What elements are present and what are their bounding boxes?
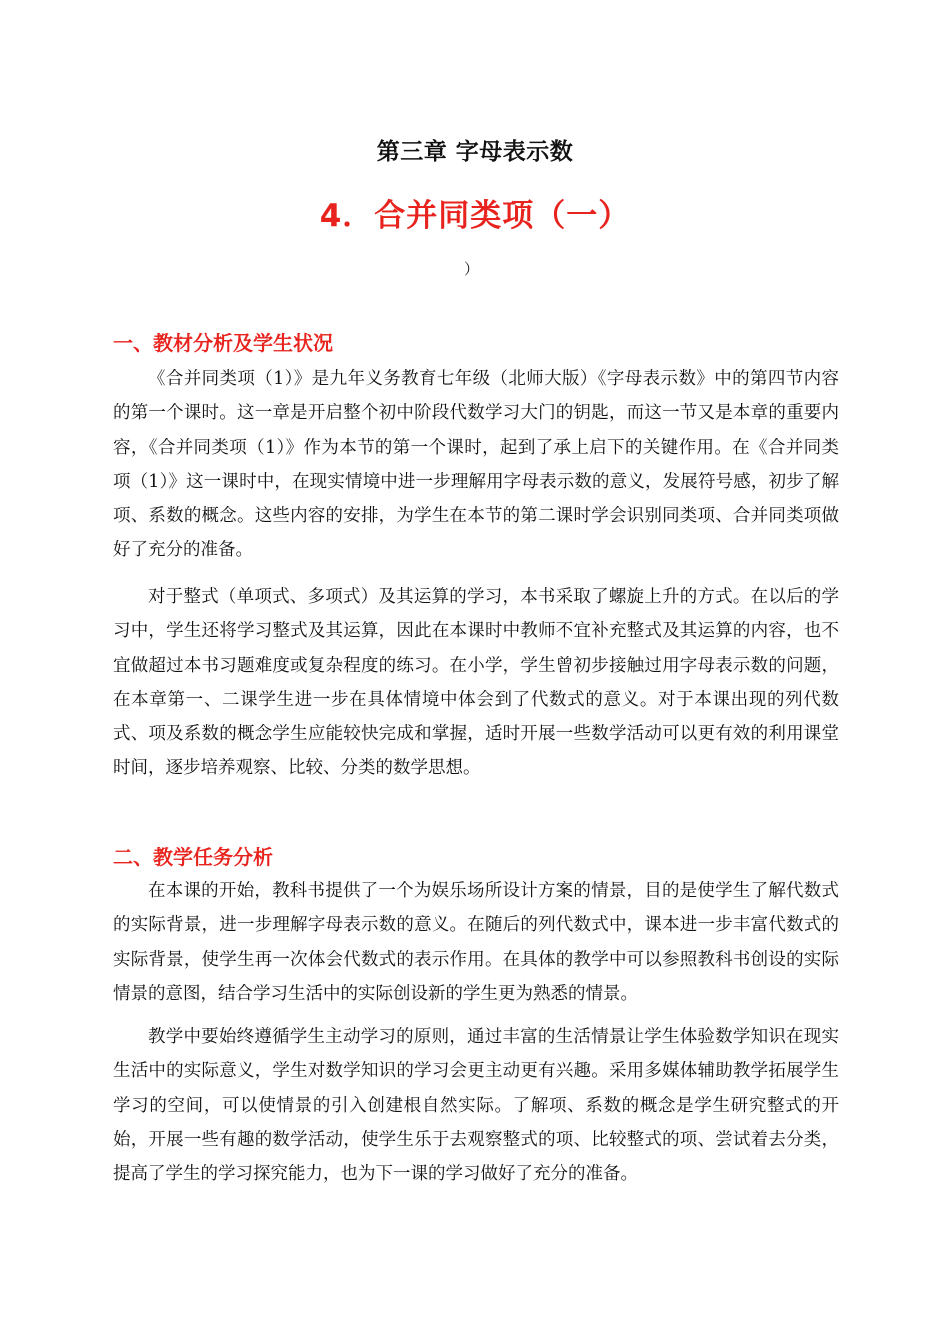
paragraph-task-1: 在本课的开始，教科书提供了一个为娱乐场所设计方案的情景，目的是使学生了解代数式的实际背景，进一步理解字母表示数的意义。在随后的列代数式中，课本进一步丰富代数式的实际背景，使学生再一次体会代数式的表示作用。在具体的教学中可以参照教科书创设的实际情景的意图，结合学习生活中的实际创设新的学生更为熟悉的情景。 bbox=[113, 881, 839, 1004]
lesson-title: 4．合并同类项（一） bbox=[319, 198, 631, 234]
section-heading-task: 二、教学任务分析 bbox=[113, 845, 273, 869]
paragraph-task-2: 教学中要始终遵循学生主动学习的原则，通过丰富的生活情景让学生体验数学知识在现实生活中的实际意义，学生对数学知识的学习会更主动更有兴趣。采用多媒体辅助教学拓展学生学习的空间，可以使情景的引入创建根自然实际。了解项、系数的概念是学生研究整式的开始，开展一些有趣的数学活动，使学生乐于去观察整式的项、比较整式的项、尝试着去分类，提高了学生的学习探究能力，也为下一课的学习做好了充分的准备。 bbox=[113, 1027, 839, 1185]
paragraph-analysis-2: 对于整式（单项式、多项式）及其运算的学习，本书采取了螺旋上升的方式。在以后的学习中，学生还将学习整式及其运算，因此在本课时中教师不宜补充整式及其运算的内容，也不宜做超过本书习题难度或复杂程度的练习。在小学，学生曾初步接触过用字母表示数的问题，在本章第一、二课学生进一步在具体情境中体会到了代数式的意义。对于本课出现的列代数式、项及系数的概念学生应能较快完成和掌握，适时开展一些数学活动可以更有效的利用课堂时间，逐步培养观察、比较、分类的数学思想。 bbox=[113, 587, 839, 779]
stray-parenthesis: ） bbox=[464, 260, 480, 278]
paragraph-analysis-1: 《合并同类项（1）》是九年义务教育七年级（北师大版）《字母表示数》中的第四节内容的第一个课时。这一章是开启整个初中阶段代数学习大门的钥匙，而这一节又是本章的重要内容，《合并同类项（1）》作为本节的第一个课时，起到了承上启下的关键作用。在《合并同类项（1）》这一课时中，在现实情境中进一步理解用字母表示数的意义，发展符号感，初步了解项、系数的概念。这些内容的安排，为学生在本节的第二课时学会识别同类项、合并同类项做好了充分的准备。 bbox=[113, 369, 839, 561]
section-heading-analysis: 一、教材分析及学生状况 bbox=[113, 331, 333, 355]
chapter-title: 第三章 字母表示数 bbox=[376, 139, 574, 165]
